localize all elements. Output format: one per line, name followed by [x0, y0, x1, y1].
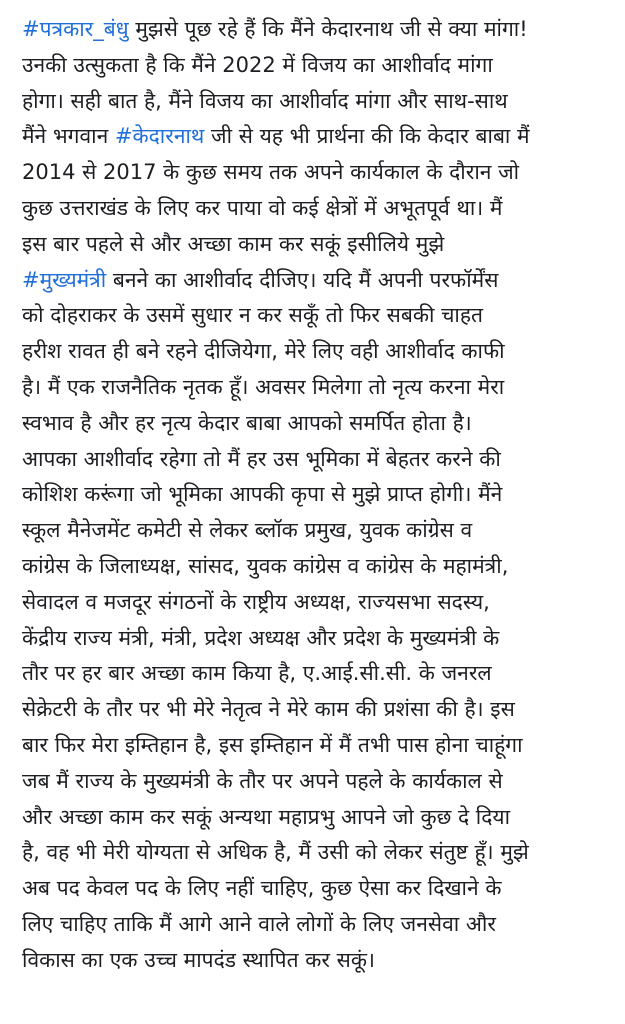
post-text-segment: आपका आशीर्वाद रहेगा तो मैं हर उस भूमिका में बेहतर करने की — [22, 446, 501, 471]
post-text-segment: मैंने भगवान — [22, 124, 115, 149]
post-text-segment: जी से यह भी प्रार्थना की कि केदार बाबा मैं — [204, 124, 530, 149]
post-text-segment: बनने का आशीर्वाद दीजिए। यदि मैं अपनी परफॉर्मेंस — [106, 267, 499, 292]
hashtag-link[interactable]: #मुख्यमंत्री — [22, 267, 107, 292]
post-text-segment: होगा। सही बात है, मैंने विजय का आशीर्वाद मांगा और साथ-साथ — [22, 88, 508, 113]
post-text-segment: स्कूल मैनेजमेंट कमेटी से लेकर ब्लॉक प्रमुख, युवक कांग्रेस व — [22, 518, 473, 543]
post-text-segment: है, वह भी मेरी योग्यता से अधिक है, मैं उसी को लेकर संतुष्ट हूँ। मुझे — [22, 840, 529, 865]
post-text-segment: स्वभाव है और हर नृत्य केदार बाबा आपको समर्पित होता है। — [22, 410, 472, 435]
post-text-line — [22, 334, 613, 370]
post-text-line — [22, 48, 613, 84]
post-text-line — [22, 656, 613, 692]
post-text-line — [22, 119, 613, 155]
post-text-segment: है। मैं एक राजनैतिक नृतक हूँ। अवसर मिलेगा तो नृत्य करना मेरा — [22, 374, 505, 399]
post-text-segment: कोशिश करूंगा जो भूमिका आपकी कृपा से मुझे प्राप्त होगी। मैंने — [22, 482, 503, 507]
post-text-line — [22, 370, 613, 406]
post-text-line — [22, 227, 613, 263]
post-text-line — [22, 12, 613, 48]
post-text-segment: कुछ उत्तराखंड के लिए कर पाया वो कई क्षेत्रों में अभूतपूर्व था। मैं — [22, 195, 503, 220]
post-text-line — [22, 549, 613, 585]
post-text-segment: अब पद केवल पद के लिए नहीं चाहिए, कुछ ऐसा कर दिखाने के — [22, 876, 502, 901]
post-text-line — [22, 871, 613, 907]
post-text — [22, 12, 613, 979]
hashtag-link[interactable]: #पत्रकार_बंधु — [22, 17, 129, 41]
post-text-segment: सेक्रेटरी के तौर पर भी मेरे नेतृत्व ने मेरे काम की प्रशंसा की है। इस — [22, 697, 515, 722]
post-text-line — [22, 764, 613, 800]
post-text-line — [22, 513, 613, 549]
post-text-segment: 2014 से 2017 के कुछ समय तक अपने कार्यकाल के दौरान जो — [22, 160, 520, 185]
post-text-segment: और अच्छा काम कर सकूं अन्यथा महाप्रभु आपने जो कुछ दे दिया — [22, 804, 511, 829]
post-text-segment: मुझसे पूछ रहे हैं कि मैंने केदारनाथ जी से क्या मांगा! — [128, 17, 528, 41]
post-text-line — [22, 835, 613, 871]
post-text-segment: जब मैं राज्य के मुख्यमंत्री के तौर पर अपने पहले के कार्यकाल से — [22, 768, 503, 793]
post-text-line — [22, 84, 613, 120]
post-text-segment: हरीश रावत ही बने रहने दीजियेगा, मेरे लिए वही आशीर्वाद काफी — [22, 339, 505, 364]
post-text-line — [22, 155, 613, 191]
post-text-segment: उनकी उत्सुकता है कि मैंने 2022 में विजय का आशीर्वाद मांगा — [22, 52, 493, 77]
post-text-line — [22, 477, 613, 513]
post-text-segment: को दोहराकर के उसमें सुधार न कर सकूँ तो फिर सबकी चाहत — [22, 303, 483, 328]
post-text-line — [22, 800, 613, 836]
post-text-line — [22, 298, 613, 334]
post-text-segment: कांग्रेस के जिलाध्यक्ष, सांसद, युवक कांग्रेस व कांग्रेस के महामंत्री, — [22, 553, 509, 578]
post-text-segment: बार फिर मेरा इम्तिहान है, इस इम्तिहान में मैं तभी पास होना चाहूंगा — [22, 732, 523, 757]
post-text-line — [22, 585, 613, 621]
post-text-segment: लिए चाहिए ताकि मैं आगे आने वाले लोगों के लिए जनसेवा और — [22, 911, 496, 936]
post-text-line — [22, 406, 613, 442]
post-text-line — [22, 621, 613, 657]
post-text-line — [22, 263, 613, 299]
post-text-segment: तौर पर हर बार अच्छा काम किया है, ए.आई.सी.सी. के जनरल — [22, 661, 492, 686]
post-text-line — [22, 692, 613, 728]
post-text-segment: केंद्रीय राज्य मंत्री, मंत्री, प्रदेश अध्यक्ष और प्रदेश के मुख्यमंत्री के — [22, 625, 500, 650]
hashtag-link[interactable]: #केदारनाथ — [114, 124, 205, 149]
post-text-line — [22, 943, 613, 979]
post-text-line — [22, 907, 613, 943]
post-text-segment: विकास का एक उच्च मापदंड स्थापित कर सकूं। — [22, 947, 375, 972]
post-text-line — [22, 442, 613, 478]
post-text-segment: इस बार पहले से और अच्छा काम कर सकूं इसीलिये मुझे — [22, 231, 445, 256]
post-text-segment: सेवादल व मजदूर संगठनों के राष्ट्रीय अध्यक्ष, राज्यसभा सदस्य, — [22, 589, 490, 614]
post-text-line — [22, 728, 613, 764]
post-text-line — [22, 191, 613, 227]
